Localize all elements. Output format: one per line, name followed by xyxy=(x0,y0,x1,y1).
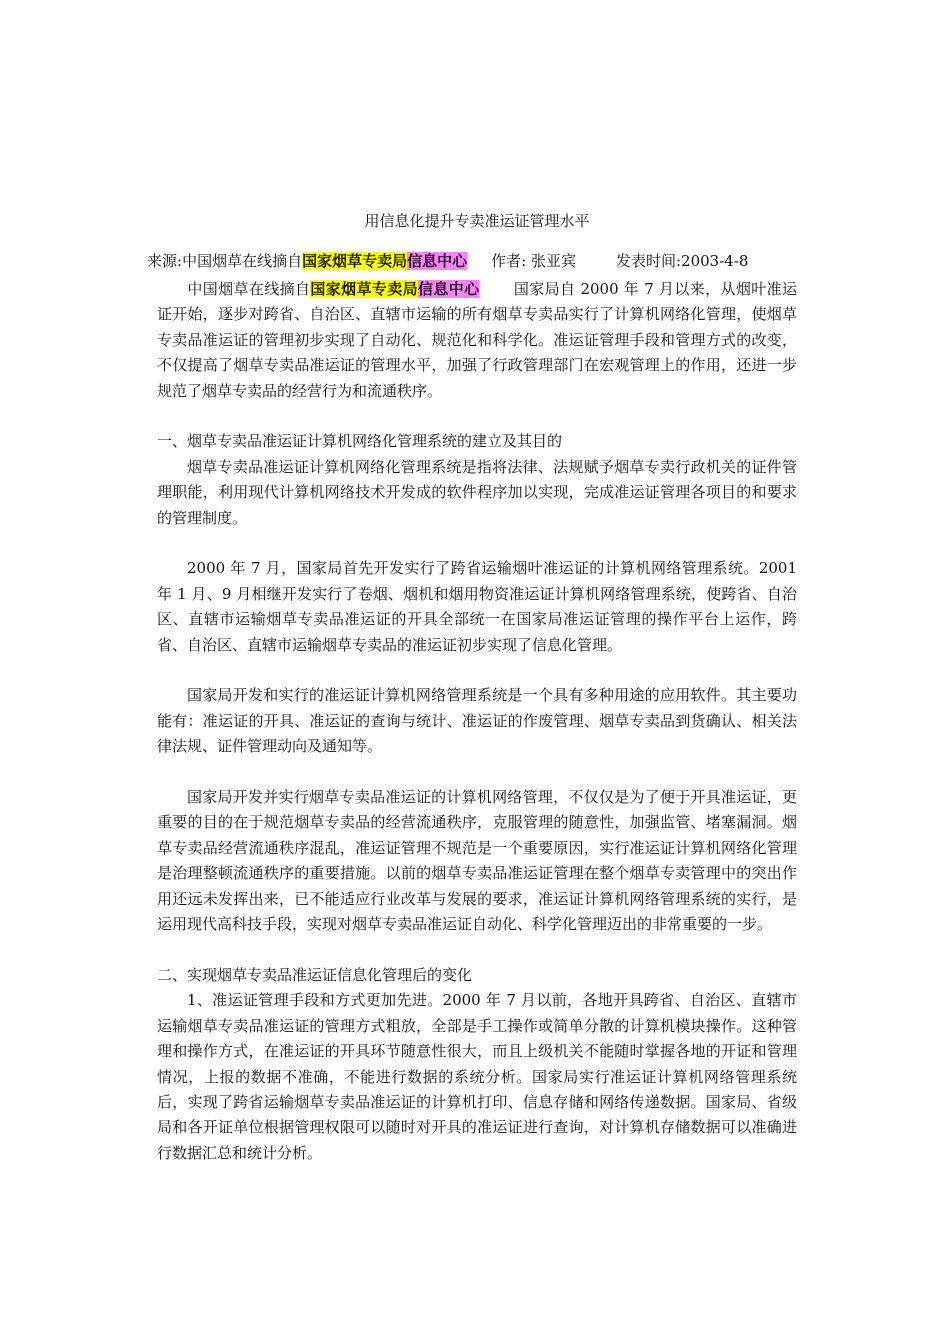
section1-paragraph: 烟草专卖品准运证计算机网络化管理系统是指将法律、法规赋予烟草专卖行政机关的证件管理职能，利用现代计算机网络技术开发成的软件程序加以实现，完成准运证管理各项目的和要求的管理制度。 xyxy=(157,457,797,527)
author-label: 作者: xyxy=(491,252,527,270)
source-label: 来源: xyxy=(147,252,183,270)
section-heading-2: 二、实现烟草专卖品准运证信息化管理后的变化 xyxy=(157,965,473,984)
section1-paragraph: 2000 年 7 月，国家局首先开发实行了跨省运输烟叶准运证的计算机网络管理系统。2001 年 1 月、9 月相继开发实行了卷烟、烟机和烟用物资准运证计算机网络管理系统，使跨省、自治区、直辖市运输烟草专卖品准运证的开具全部统一在国家局准运证管理的操作平台上运作，跨省、自治区、直辖市运输烟草专卖品的准运证初步实现了信息化管理。 xyxy=(157,559,797,654)
source-prefix: 中国烟草在线摘自 xyxy=(182,252,303,270)
lead-text: 国家局自 2000 年 7 月以来，从烟叶准运证开始，逐步对跨省、自治区、直辖市运输的所有烟草专卖品实行了计算机网络化管理，使烟草专卖品准运证的管理初步实现了自动化、规范化和科学化。准运证管理手段和管理方式的改变，不仅提高了烟草专卖品准运证的管理水平，加强了行政管理部门在宏观管理上的作用，还进一步规范了烟草专卖品的经营行为和流通秩序。 xyxy=(157,280,797,400)
publish-date: 2003-4-8 xyxy=(681,252,749,270)
article-meta xyxy=(147,250,807,272)
source-org-highlight: 国家烟草专卖局 xyxy=(302,252,408,270)
author-name: 张亚宾 xyxy=(530,252,576,270)
section1-paragraph: 国家局开发并实行烟草专卖品准运证的计算机网络管理，不仅仅是为了便于开具准运证，更重要的目的在于规范烟草专卖品的经营流通秩序，克服管理的随意性，加强监管、堵塞漏洞。烟草专卖品经营流通秩序混乱，准运证管理不规范是一个重要原因，实行准运证计算机网络化管理是治理整顿流通秩序的重要措施。以前的烟草专卖品准运证管理在整个烟草专卖管理中的突出作用还远未发挥出来，已不能适应行业改革与发展的要求，准运证计算机网络管理系统的实行，是运用现代高科技手段，实现对烟草专卖品准运证自动化、科学化管理迈出的非常重要的一步。 xyxy=(157,788,797,934)
lead-prefix: 中国烟草在线摘自 xyxy=(187,280,311,298)
date-label: 发表时间: xyxy=(615,252,682,270)
article-title: 用信息化提升专卖准运证管理水平 xyxy=(364,212,590,230)
section1-paragraph: 国家局开发和实行的准运证计算机网络管理系统是一个具有多种用途的应用软件。其主要功能有：准运证的开具、准运证的查询与统计、准运证的作废管理、烟草专卖品到货确认、相关法律法规、证件管理动向及通知等。 xyxy=(157,686,797,756)
lead-org-highlight: 国家烟草专卖局 xyxy=(310,280,418,298)
article-body xyxy=(157,277,797,1166)
section-heading-1: 一、烟草专卖品准运证计算机网络化管理系统的建立及其目的 xyxy=(157,432,563,451)
lead-dept-highlight: 信息中心 xyxy=(417,280,480,298)
lead-paragraph xyxy=(157,277,797,404)
source-dept-highlight: 信息中心 xyxy=(407,252,468,270)
section2-paragraph: 1、准运证管理手段和方式更加先进。2000 年 7 月以前，各地开具跨省、自治区、直辖市运输烟草专卖品准运证的管理方式粗放，全部是手工操作或简单分散的计算机模块操作。这种管理和操作方式，在准运证的开具环节随意性很大，而且上级机关不能随时掌握各地的开证和管理情况，上报的数据不准确，不能进行数据的系统分析。国家局实行准运证计算机网络管理系统后，实现了跨省运输烟草专卖品准运证的计算机打印、信息存储和网络传递数据。国家局、省级局和各开证单位根据管理权限可以随时对开具的准运证进行查询，对计算机存储数据可以准确进行数据汇总和统计分析。 xyxy=(157,991,797,1162)
